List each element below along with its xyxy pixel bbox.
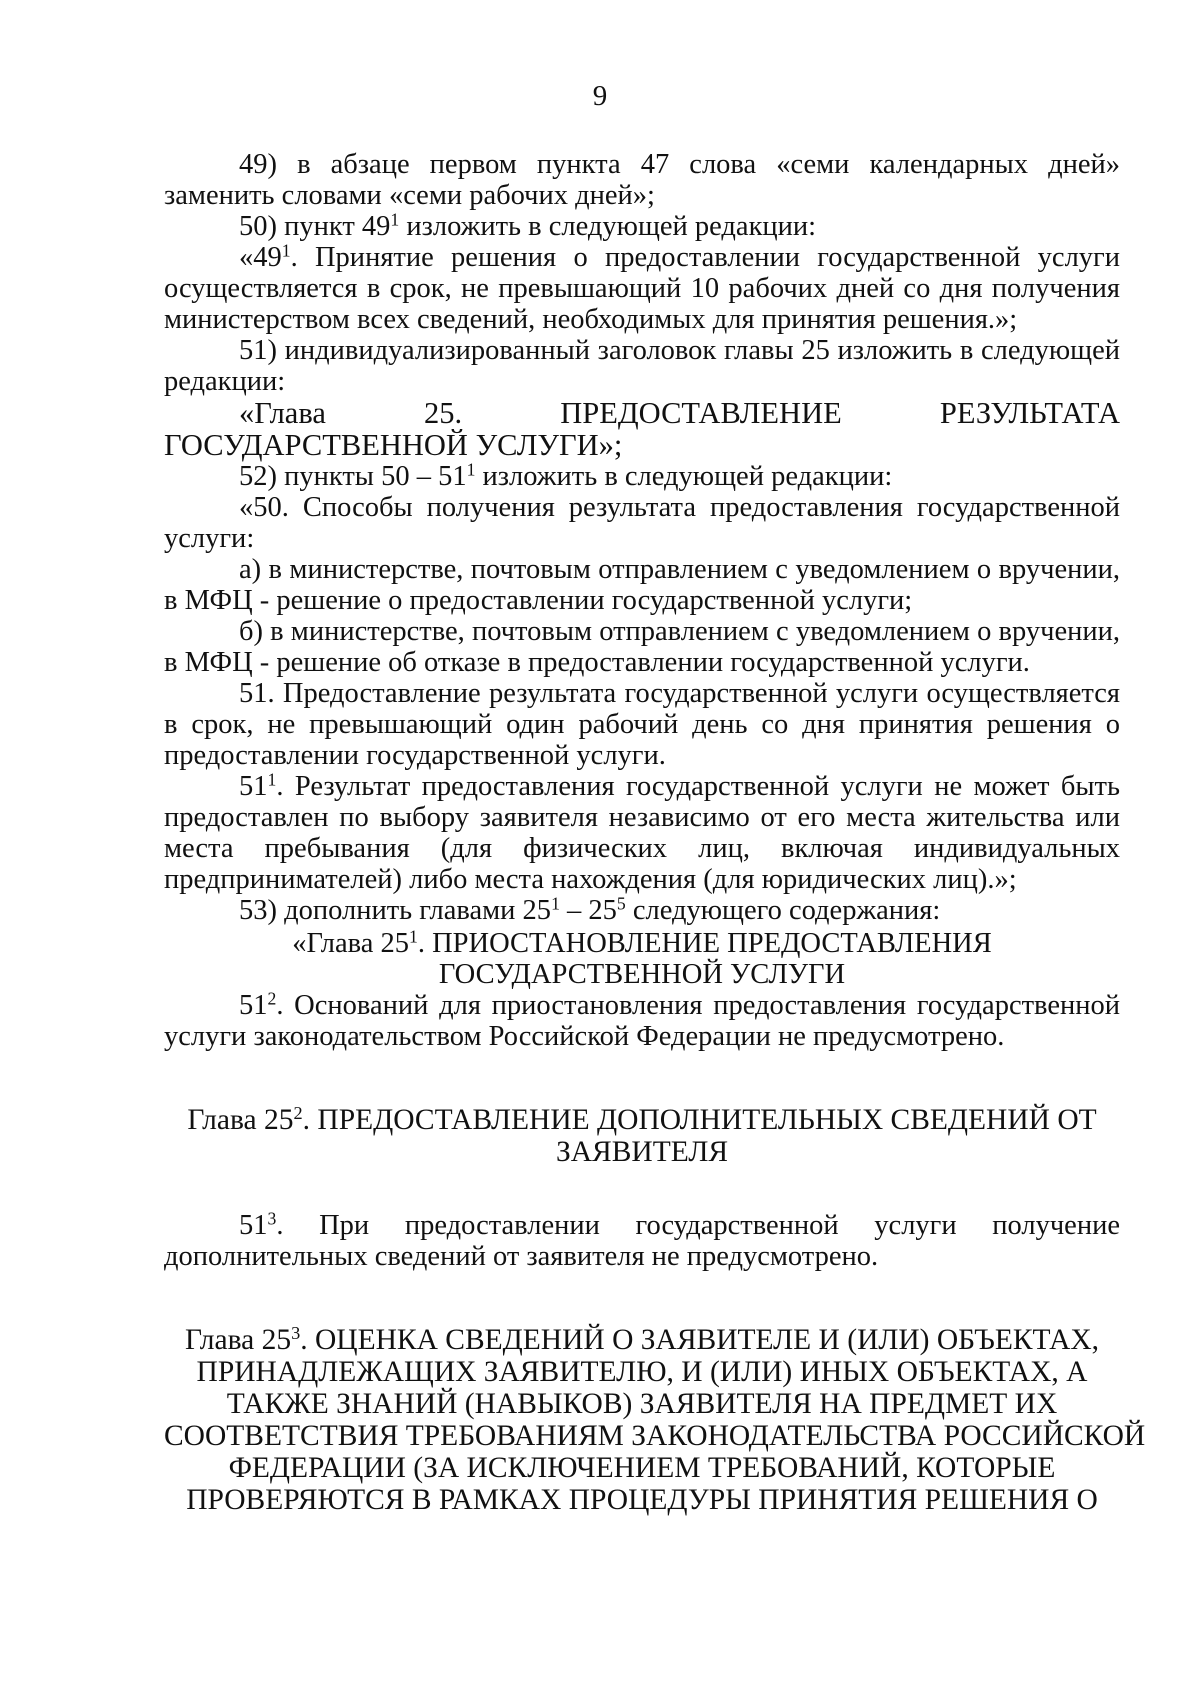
quoted-point-50: «50. Способы получения результата предоставления государственной услуги: bbox=[164, 492, 1120, 554]
item-50: 50) пункт $49^1$ изложить в следующей редакции: bbox=[239, 209, 817, 242]
quoted-point-51: 51. Предоставление результата государственной услуги осуществляется в срок, не превышающий один рабочий день со дня принятия решения о предоставлении государственной услуги. bbox=[164, 678, 1120, 771]
page-number: 9 bbox=[592, 80, 608, 112]
subpoint-b: б) в министерстве, почтовым отправлением с уведомлением о вручении, в МФЦ - решение об отказе в предоставлении государственной услуги. bbox=[164, 616, 1120, 678]
point-51-3: $51^3$. При предоставлении государственной услуги получение дополнительных сведений от заявителя не предусмотрено. bbox=[164, 1208, 1120, 1272]
chapter-25-title: «Глава 25. ПРЕДОСТАВЛЕНИЕ РЕЗУЛЬТАТА ГОСУДАРСТВЕННОЙ УСЛУГИ»; bbox=[164, 396, 1120, 462]
item-52: 52) пункты $50 - 51^1$ изложить в следующей редакции: bbox=[239, 459, 893, 492]
quoted-point-51-1: $51^1$. Результат предоставления государственной услуги не может быть предоставлен по выбору заявителя независимо от его места жительства или места пребывания (для физических лиц, включая индивидуальных предпринимателей) либо места нахождения (для юридических лиц).»; bbox=[164, 769, 1120, 895]
quoted-point-49-1: «$49^1$. Принятие решения о предоставлении государственной услуги осуществляется в срок, не превышающий 10 рабочих дней со дня получения министерством всех сведений, необходимых для принятия решения.»; bbox=[164, 240, 1120, 335]
item-49: 49) в абзаце первом пункта 47 слова «семи календарных дней» заменить словами «семи рабочих дней»; bbox=[164, 149, 1120, 211]
chapter-25-3-heading: Глава $25^3$. ОЦЕНКА СВЕДЕНИЙ О ЗАЯВИТЕЛЕ И (ИЛИ) ОБЪЕКТАХ, ПРИНАДЛЕЖАЩИХ ЗАЯВИТЕЛЮ, И (ИЛИ) ИНЫХ ОБЪЕКТАХ, А ТАКЖЕ ЗНАНИЙ (НАВЫКОВ) ЗАЯВИТЕЛЯ НА ПРЕДМЕТ ИХ СООТВЕТСТВИЯ ТРЕБОВАНИЯМ ЗАКОНОДАТЕЛЬСТВА РОССИЙСКОЙ ФЕДЕРАЦИИ (ЗА ИСКЛЮЧЕНИЕМ ТРЕБОВАНИЙ, КОТОРЫЕ ПРОВЕРЯЮТСЯ В РАМКАХ ПРОЦЕДУРЫ ПРИНЯТИЯ РЕШЕНИЯ О bbox=[164, 1322, 1146, 1516]
document-body bbox=[164, 149, 1146, 1516]
point-51-2: $51^2$. Оснований для приостановления предоставления государственной услуги законодательством Российской Федерации не предусмотрено. bbox=[164, 988, 1120, 1052]
subpoint-a: а) в министерстве, почтовым отправлением с уведомлением о вручении, в МФЦ - решение о предоставлении государственной услуги; bbox=[164, 554, 1120, 616]
chapter-25-1-heading: «Глава $25^1$. ПРИОСТАНОВЛЕНИЕ ПРЕДОСТАВЛЕНИЯ ГОСУДАРСТВЕННОЙ УСЛУГИ bbox=[292, 926, 992, 990]
item-53: 53) дополнить главами $25^1 - 25^5$ следующего содержания: bbox=[239, 893, 941, 926]
chapter-25-2-heading: Глава $25^2$. ПРЕДОСТАВЛЕНИЕ ДОПОЛНИТЕЛЬНЫХ СВЕДЕНИЙ ОТ ЗАЯВИТЕЛЯ bbox=[187, 1102, 1097, 1168]
item-51: 51) индивидуализированный заголовок главы 25 изложить в следующей редакции: bbox=[164, 335, 1120, 397]
